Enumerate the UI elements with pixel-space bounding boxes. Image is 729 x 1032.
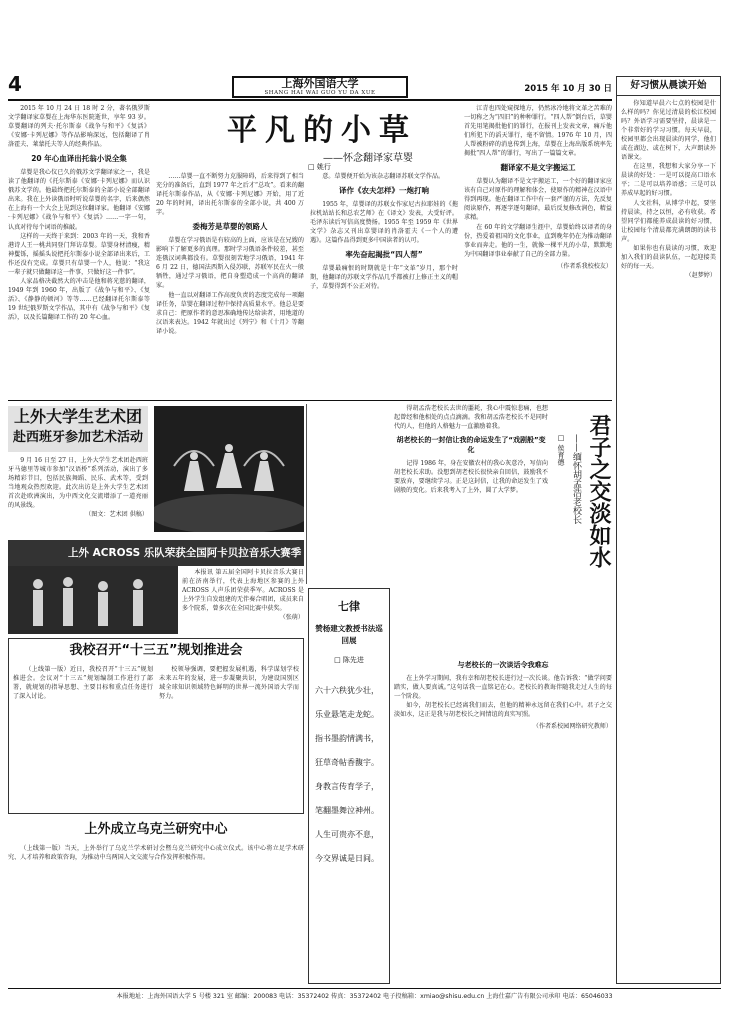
junzi-subhead-1: 胡老校长的一封信让我的命运发生了“戏剧般”变化 [396, 436, 546, 455]
junzi-paragraph: 如今，胡老校长已经离我们而去，但他的精神永远留在我们心中。君子之交淡如水，这正是我与胡老校长之间情谊的真实写照。 [394, 702, 612, 719]
poem-line: 身教言传育学子， [315, 782, 379, 791]
junzi-article [394, 404, 612, 984]
planning-body-1 [13, 665, 153, 811]
article-col-1 [8, 104, 150, 396]
junzi-paragraph: 得胡孟浩老校长去世的噩耗，我心中震惊悲痛，也想起曾经和他相处的点点滴滴。我和胡孟浩老校长不是同时代的人，但他的人格魅力一直激励着我。 [394, 405, 548, 431]
masthead-rule [8, 99, 612, 101]
junzi-body-bottom [394, 658, 612, 984]
poem-line: 人生可贵亦不息， [315, 830, 379, 839]
dance-photo [154, 406, 304, 532]
article-paragraph: 江青也四处窥探地方，仍然冰冷地将文革之苦难的一切称之为“四旧”的种种罪行。“四人帮”倒台后，草婴首先用笔揭批他们的罪行，在报刊上发表文章，痛斥他们所犯下的滔天罪行，毫不留情。1976 年 10 月，四人帮被粉碎的消息传到上海，草婴在上海出版系统率先揭批“四人帮”的罪行，写出了一篇篇文章。 [464, 105, 612, 158]
article-col-4 [464, 104, 612, 396]
article-subhead-3: 译作《农夫怎样》一炮打响 [339, 186, 429, 196]
article-paragraph: 意。草婴便开始为该杂志翻译苏联文学作品。 [322, 173, 445, 180]
column-divider [306, 404, 307, 584]
sidebar-paragraph: 人文社科，从博学中起，要坚持晨读，持之以恒，必有收获。希望同学们都能养成晨读的好习惯，让校园每个清晨都充满朗朗的读书声。 [621, 199, 716, 243]
junzi-paragraph: 记得 1986 年，身在安徽农村的我心灰意冷，写信向胡老校长求助。没想到胡老校长很快亲自回信，鼓励我不要放弃，要继续学习。正是这封信，让我的命运发生了戏剧般的变化。后来我考入了上外，圆了大学梦。 [394, 460, 548, 495]
article-paragraph: 人家品格决截然大的冲击是他和蒋光慈的翻译，1949 年到 1960 年，出版了《战争与和平》、《复活》、《静静的顿河》等等……已经翻译托尔斯泰等 19 世纪俄罗斯文学作品，其中有《战争与和平》《复活》，以及长篇翻译工作的 20 年心血。 [8, 277, 150, 321]
article-paragraph: ……草婴一直不断努力克服障碍，后来得到了相当充分的准备后，直到 1977 年之后才“总攻”。看来的翻译托尔斯泰作品，从《安娜·卡列尼娜》开始，用了近 20 年的时间，译出托尔斯泰的全部小说，共 400 万字。 [156, 173, 304, 217]
art-troupe-title-box [8, 406, 148, 452]
article-note: （作者系我校校友） [557, 262, 612, 270]
art-troupe-body [8, 456, 148, 526]
across-credit: （张萌） [279, 614, 304, 622]
poem-line: 乐业悬笔走龙蛇。 [315, 710, 379, 719]
planning-article [8, 638, 304, 814]
section-divider [8, 400, 612, 401]
art-troupe-title-line-1: 上外大学生艺术团 [13, 407, 142, 426]
poem-box [308, 588, 390, 984]
junzi-title: 君子之交淡如水 [586, 414, 611, 568]
sidebar-body [617, 96, 720, 980]
masthead-title: 上海外国语大学 [281, 77, 359, 90]
masthead-pinyin: SHANG HAI WAI GUO YU DA XUE [264, 90, 376, 96]
sidebar-paragraph: 如果你也有晨读的习惯，欢迎加入我们的晨读队伍，一起迎接美好的每一天。 [621, 244, 716, 270]
across-title: 上外 ACROSS 乐队荣获全国阿卡贝拉音乐大赛季 [68, 547, 302, 559]
junzi-author: □ 侯育德 [557, 434, 565, 466]
junzi-note: （作者系校园网络研究教师） [532, 723, 612, 731]
article-subhead-1: 20 年心血译出托翁小说全集 [31, 154, 127, 164]
poem-line: 今交界诚是日间。 [315, 854, 379, 863]
page-number: 4 [8, 72, 22, 96]
article-paragraph: 这样的一天终于来到：2003 年的一天，我和香港诗人王一桃共同登门拜访草婴。草婴身材清瘦，精神矍铄，摇摇头说把托尔斯泰小说全部译出来后，工作还没有完成。草婴只有草婴一个人，他说：“我这一辈子就只做翻译这一件事，只做好这一件事”。 [8, 232, 150, 276]
article-paragraph: 在 60 年的文学翻译生涯中，草婴始终以译者的身份，热爱着祖国的文化事业，直到晚年仍在为推动翻译事业而奔走。他的一生，就像一棵平凡的小草，默默地为中国翻译事业奉献了自己的全部力量。 [464, 223, 612, 258]
issue-date: 2015 年 10 月 30 日 [524, 84, 612, 94]
junzi-subhead-2: 与老校长的一次谈话令我难忘 [457, 661, 549, 669]
article-intro: 2015 年 10 月 24 日 18 时 2 分，著名俄罗斯文学翻译家草婴在上海华东医院逝世，享年 93 岁。草婴翻译的列夫·托尔斯泰《战争与和平》《复活》《安娜·卡列尼娜》等作品影响深远，包括翻译了肖洛霍夫、莱蒙托夫等人的经典作品。 [8, 105, 150, 149]
junzi-subtitle: ——缅怀胡孟浩老校长 [571, 434, 581, 524]
poem-title: 七律 [338, 600, 360, 613]
art-troupe-credit: （图文：艺术团 供稿） [85, 511, 148, 519]
poem-subtitle: 赞杨建文教授书法巡回展 [315, 624, 383, 645]
poem-author: □ 陈先进 [334, 656, 364, 664]
main-article-author: □ 姚行 [308, 163, 331, 171]
article-paragraph: 草婴认为翻译不是文字搬运工，一个好的翻译家应该有自己对原作的理解和体会，使原作的精神在汉语中得到再现。他在翻译工作中有一套严谨的方法，先反复阅读原作，再逐字逐句翻译，最后反复修改润色，精益求精。 [464, 178, 612, 222]
band-photo [8, 566, 178, 634]
sidebar-title: 好习惯从晨读开始 [617, 77, 720, 96]
article-subhead-2: 委梅芳是草婴的领路人 [192, 222, 268, 232]
article-subhead-4: 率先奋起揭批“四人帮” [345, 250, 423, 260]
across-article [8, 540, 304, 634]
planning-body-2 [159, 665, 299, 811]
masthead [8, 72, 612, 96]
across-caption [182, 568, 304, 634]
ukraine-center-body [8, 844, 304, 980]
masthead-box [232, 76, 408, 98]
main-article-subtitle: ——怀念翻译家草婴 [323, 153, 413, 164]
planning-paragraph: 校领导强调，要把握发展机遇，科学谋划学校未来五年的发展，进一步凝聚共识，为建设国别区域全球知识领域特色鲜明的世界一流外国语大学而努力。 [159, 666, 299, 701]
ukraine-center-paragraph: （上线第一版）当天，上外举行了乌克兰学术研讨会暨乌克兰研究中心成立仪式。该中心将立足学术研究、人才培养和政策咨询，为推动中乌两国人文交流与合作发挥积极作用。 [8, 845, 304, 862]
art-troupe-paragraph: 9 月 16 日至 27 日，上外大学生艺术团赴西班牙马德里等城市参加“汉语桥”系列活动，演出了多场精彩节目，包括民族舞蹈、民乐、武术等，受到当地观众热烈欢迎。此次出访是上外大学生艺术团首次赴欧洲演出，为中西文化交流增添了一道亮丽的风景线。 [8, 457, 148, 510]
junzi-paragraph: 在上外学习期间，我有幸和胡老校长进行过一次长谈。他告诉我：“做学问要踏实，做人要真诚。”这句话我一直铭记在心。老校长的教诲伴随我走过人生的每一个阶段。 [394, 675, 612, 701]
footer-text: 本报地址：上海外国语大学 5 号楼 321 室 邮编：200083 电话：35372402 传真：35372402 电子投稿箱：xmiao@shisu.edu.cn 上海仕嘉广告有限公司承印 电话：65046033 [116, 993, 613, 1000]
sidebar-paragraph: 在这里，我想和大家分享一下晨读的好处：一是可以提高口语水平；二是可以培养语感；三是可以养成早起的好习惯。 [621, 163, 716, 198]
article-paragraph: 草婴在学习俄语是有较高的上面，应该是在兄嫂的影响下了解更多的真理。那时学习俄语条件较差，甚至连俄汉词典都没有。草婴很刻苦地学习俄语，1941 年 6 月 22 日，德国法西斯入侵苏联，苏联军民在火一般牺牲，通过学习俄语，把自身塑造成一个高尚的翻译家。 [156, 237, 304, 290]
sidebar-paragraph: 你知道早晨六七点的校园是什么样的吗？你见过清晨的松江校园吗？外语学习需要坚持，晨读是一个非常好的学习习惯。每天早晨，校园里都会出现晨读的同学，他们或在湖边、或在树下，大声朗读外语课文。 [621, 100, 716, 162]
article-subhead-5: 翻译家不是文字搬运工 [500, 163, 576, 173]
poem-line: 六十六秩犹少壮， [315, 686, 379, 695]
article-paragraph: 草婴最痛恨的时期就是十年“文革”岁月，那个时期，他翻译的苏联文学作品几乎都被打上修正主义的帽子，草婴得到不公正对待。 [310, 265, 458, 291]
planning-paragraph: （上线第一版）近日，我校召开“十三五”规划推进会。会议对“十三五”规划编制工作进行了部署，就规划的指导思想、主要目标和重点任务进行了深入讨论。 [13, 666, 153, 701]
main-article-title: 平凡的小草 [227, 113, 417, 148]
poem-line: 指书墨韵情满书， [315, 734, 379, 743]
main-article [8, 104, 612, 398]
article-paragraph: 他一直以对翻译工作高度负责的态度完成每一项翻译任务，草婴在翻译过程中保持高质量水平。他总是要求自己：把原作者的意思准确地传达给读者，用地道的汉语来表达。1942 年就出过《列宁》和《十月》等翻译小说。 [156, 291, 304, 335]
ukraine-center-article [8, 818, 304, 984]
footer-rule [8, 988, 721, 989]
article-paragraph: 1955 年，草婴译的苏联女作家尼古拉耶娃的《拖拉机站站长和总农艺师》在《译文》发表，大受好评。毛泽东读后写信高度赞扬。1955 年至 1959 年《世界文学》杂志又刊出草婴译的肖洛霍夫《一个人的遭遇》。这篇作品得到更多中国读者的认可。 [310, 201, 458, 245]
poem-lines [309, 679, 389, 871]
sidebar-author: （赵梦婷） [685, 271, 716, 279]
art-troupe-article [8, 404, 304, 536]
article-col-3 [310, 172, 458, 396]
article-paragraph: 草婴是我心仪已久的俄苏文学翻译家之一，我是读了他翻译的《托尔斯泰《安娜·卡列尼娜》而认识俄苏文学的。他最终把托尔斯泰的全部小说全部翻译出来。我在上外读俄语时听说草婴的名字，后来偶然在上海有一个大会上见到这位翻译家。他翻译《安娜·卡列尼娜》《战争与和平》《复活》……一字一句，认真对待每个词语的推敲。 [8, 169, 150, 231]
ukraine-center-title: 上外成立乌克兰研究中心 [84, 822, 228, 837]
poem-line: 笔翻墨舞泣神州。 [315, 806, 379, 815]
across-title-banner [8, 540, 304, 566]
across-paragraph: 本报讯 第五届全国阿卡贝拉音乐大赛日前在济南举行，代表上海地区参赛的上外 ACROSS 人声乐团荣获季军。ACROSS 是上外学生自发组建的无伴奏合唱团，成员来自多个院系，曾多次在全国比赛中获奖。 [182, 569, 304, 613]
planning-title: 我校召开“十三五”规划推进会 [69, 643, 243, 658]
poem-line: 狂草奇帖香馥宇。 [315, 758, 379, 767]
art-troupe-title-line-2: 赴西班牙参加艺术活动 [12, 430, 143, 445]
article-col-2 [156, 172, 304, 396]
junzi-body-top [394, 404, 548, 654]
sidebar-column [616, 76, 721, 984]
